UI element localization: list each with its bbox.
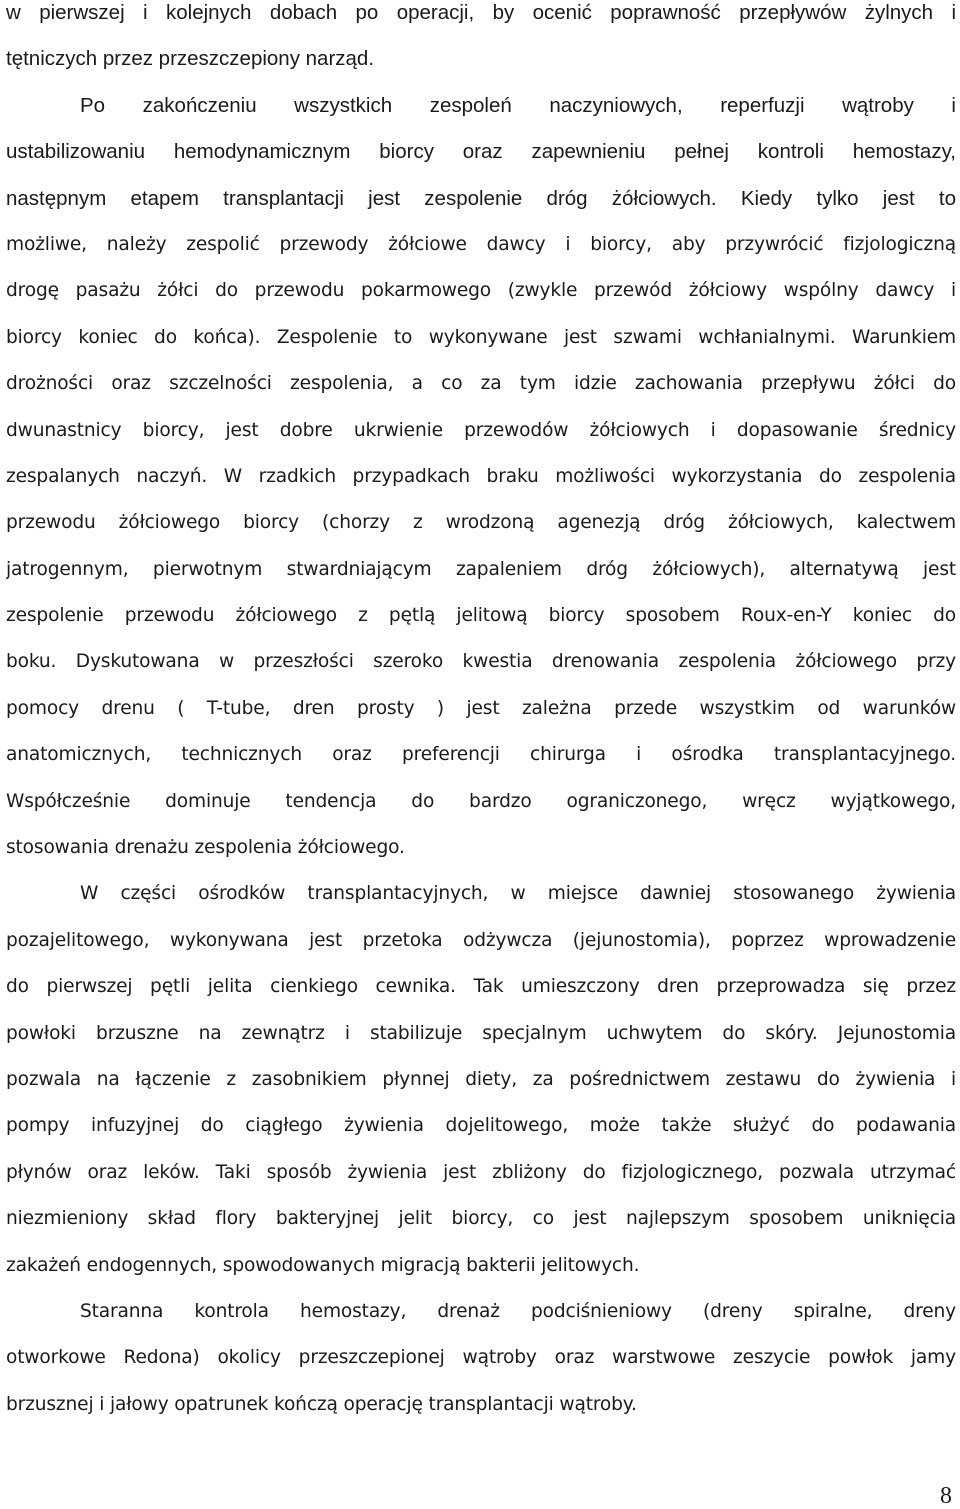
text-line: zespalanych naczyń. W rzadkich przypadkach braku możliwości wykorzystania do zespolenia <box>6 465 956 487</box>
text-line: drożności oraz szczelności zespolenia, a co za tym idzie zachowania przepływu żółci do <box>6 373 956 395</box>
text-line: stosowania drenażu zespolenia żółciowego. <box>6 837 405 859</box>
text-line: brzusznej i jałowy opatrunek kończą operację transplantacji wątroby. <box>6 1393 637 1415</box>
text-line: w pierwszej i kolejnych dobach po operacji, by ocenić poprawność przepływów żylnych i <box>6 1 956 24</box>
text-line: pozajelitowego, wykonywana jest przetoka odżywcza (jejunostomia), poprzez wprowadzenie <box>6 929 956 951</box>
text-line: Staranna kontrola hemostazy, drenaż podciśnieniowy (dreny spiralne, dreny <box>80 1300 956 1322</box>
page-number: 8 <box>940 1483 952 1509</box>
text-line: ustabilizowaniu hemodynamicznym biorcy oraz zapewnieniu pełnej kontroli hemostazy, <box>6 140 956 164</box>
text-line: pomocy drenu ( T-tube, dren prosty ) jest zależna przede wszystkim od warunków <box>6 697 956 719</box>
text-line: W części ośrodków transplantacyjnych, w miejsce dawniej stosowanego żywienia <box>80 883 956 905</box>
text-line: niezmieniony skład flory bakteryjnej jelit biorcy, co jest najlepszym sposobem uniknięcia <box>6 1208 956 1230</box>
text-line: dwunastnicy biorcy, jest dobre ukrwienie przewodów żółciowych i dopasowanie średnicy <box>6 419 956 441</box>
text-line: tętniczych przez przeszczepiony narząd. <box>6 47 375 71</box>
text-line: następnym etapem transplantacji jest zespolenie dróg żółciowych. Kiedy tylko jest to <box>6 186 956 210</box>
text-line: Współcześnie dominuje tendencja do bardzo ograniczonego, wręcz wyjątkowego, <box>6 790 956 812</box>
text-line: pompy infuzyjnej do ciągłego żywienia dojelitowego, może także służyć do podawania <box>6 1115 956 1137</box>
text-line: biorcy koniec do końca). Zespolenie to wykonywane jest szwami wchłanialnymi. Warunkiem <box>6 326 956 348</box>
text-line: anatomicznych, technicznych oraz preferencji chirurga i ośrodka transplantacyjnego. <box>6 744 956 766</box>
text-line: drogę pasażu żółci do przewodu pokarmowego (zwykle przewód żółciowy wspólny dawcy i <box>6 280 956 302</box>
text-line: możliwe, należy zespolić przewody żółciowe dawcy i biorcy, aby przywrócić fizjologiczną <box>6 233 956 255</box>
text-line: boku. Dyskutowana w przeszłości szeroko kwestia drenowania zespolenia żółciowego przy <box>6 651 956 673</box>
text-line: jatrogennym, pierwotnym stwardniającym zapaleniem dróg żółciowych), alternatywą jest <box>6 558 956 580</box>
text-line: zespolenie przewodu żółciowego z pętlą jelitową biorcy sposobem Roux-en-Y koniec do <box>6 605 956 627</box>
body-text <box>6 0 956 1438</box>
text-line: otworkowe Redona) okolicy przeszczepionej wątroby oraz warstwowe zeszycie powłok jamy <box>6 1347 956 1369</box>
text-line: do pierwszej pętli jelita cienkiego cewnika. Tak umieszczony dren przeprowadza się przez <box>6 976 956 998</box>
text-line: zakażeń endogennych, spowodowanych migracją bakterii jelitowych. <box>6 1254 640 1276</box>
text-line: płynów oraz leków. Taki sposób żywienia jest zbliżony do fizjologicznego, pozwala utrzymać <box>6 1161 956 1183</box>
text-line: przewodu żółciowego biorcy (chorzy z wrodzoną agenezją dróg żółciowych, kalectwem <box>6 512 956 534</box>
text-line: pozwala na łączenie z zasobnikiem płynnej diety, za pośrednictwem zestawu do żywienia i <box>6 1068 956 1090</box>
text-line: powłoki brzuszne na zewnątrz i stabilizuje specjalnym uchwytem do skóry. Jejunostomia <box>6 1022 956 1044</box>
text-line: Po zakończeniu wszystkich zespoleń naczyniowych, reperfuzji wątroby i <box>80 93 956 117</box>
